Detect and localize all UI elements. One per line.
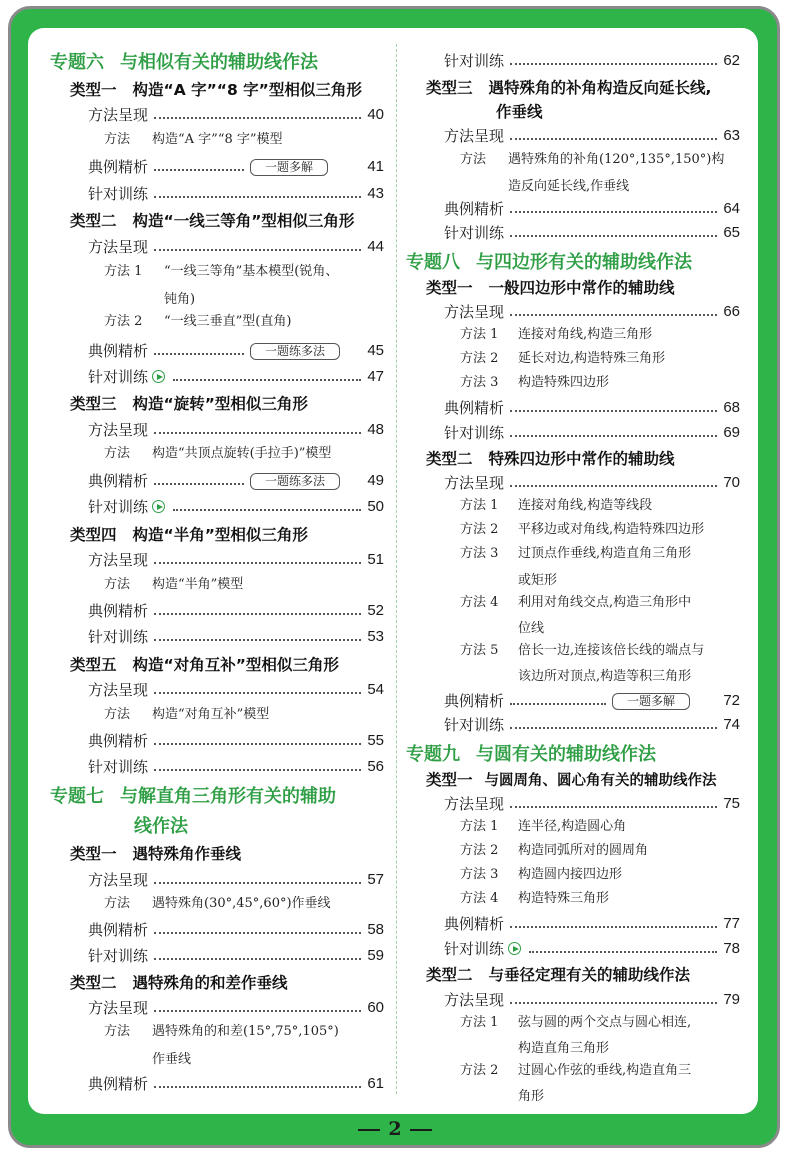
dot-leader [154,882,361,884]
entry-label: 方法呈现 [444,127,505,145]
type-heading[interactable] [70,78,362,100]
method-text-continued: 位线 [518,621,545,636]
entry-label: 典例精析 [88,472,149,490]
method-item [460,518,704,542]
entry-label: 针对训练 [88,947,149,965]
toc-entry-example[interactable] [444,198,740,219]
toc-entry-practice[interactable] [88,496,384,517]
footer-dash-left [358,1129,380,1131]
method-item [460,863,622,887]
type-title: 构造“A 字”“8 字”型相似三角形 [132,81,362,99]
entry-label: 方法呈现 [88,681,149,699]
method-text: 构造特殊三角形 [518,891,610,906]
entry-label: 针对训练 [444,224,505,242]
topic-title-continued: 线作法 [134,816,188,837]
toc-entry-practice[interactable] [444,222,740,243]
page-number: 56 [367,758,384,775]
method-text: 遇特殊角的补角(120°,135°,150°)构 [508,152,725,167]
type-title: 特殊四边形中常作的辅助线 [488,450,675,468]
page-number: 52 [367,602,384,619]
type-title: 与圆周角、圆心角有关的辅助线作法 [484,773,717,789]
toc-entry-method[interactable] [88,549,384,570]
topic-number: 专题八 [406,252,460,273]
page-number: 43 [367,185,384,202]
dot-leader [154,1010,361,1012]
dot-leader [154,562,361,564]
column-divider [396,44,397,1094]
type-heading[interactable] [426,768,717,790]
method-marker: 方法 3 [460,867,499,882]
method-item [460,591,691,615]
toc-entry-example[interactable] [88,730,384,751]
dot-leader [510,211,717,213]
method-marker: 方法 1 [460,1015,499,1030]
method-text: 利用对角线交点,构造三角形中 [518,595,692,610]
method-item [460,887,609,911]
type-title: 构造“旋转”型相似三角形 [132,395,308,413]
dot-leader [173,509,361,511]
method-item [460,323,652,347]
toc-entry-example[interactable] [444,913,740,934]
page-number-footer: 2 [388,1118,402,1140]
method-text: 构造“A 字”“8 字”模型 [152,132,283,147]
dot-leader [154,613,361,615]
topic-title: 与四边形有关的辅助线作法 [476,252,692,273]
play-video-icon[interactable] [152,500,165,513]
toc-entry-example[interactable] [88,470,384,491]
method-marker: 方法 [104,132,131,147]
type-number: 类型四 [70,526,117,544]
method-text: 遇特殊角(30°,45°,60°)作垂线 [152,896,331,911]
method-marker: 方法 [104,707,131,722]
method-text: 过顶点作垂线,构造直角三角形 [518,546,692,561]
method-marker: 方法 2 [460,522,499,537]
type-title: 构造“半角”型相似三角形 [132,526,308,544]
toc-entry-method[interactable] [444,125,740,146]
solution-badge: 一题练多法 [250,473,340,490]
dot-leader [510,727,717,729]
dot-leader [154,958,361,960]
method-text: 构造“共顶点旋转(手拉手)”模型 [152,446,332,461]
page-number: 59 [367,947,384,964]
type-number: 类型三 [426,79,473,97]
entry-label: 方法呈现 [88,421,149,439]
toc-entry-practice[interactable] [444,422,740,443]
type-heading[interactable] [426,447,675,469]
dot-leader [154,196,361,198]
type-title: 与垂径定理有关的辅助线作法 [488,966,691,984]
entry-label: 针对训练 [444,424,505,442]
method-item [460,1011,691,1035]
entry-label: 针对训练 [444,940,505,958]
type-number: 类型五 [70,656,117,674]
toc-entry-method[interactable] [444,301,740,322]
method-item [104,703,269,727]
method-text-continued: 角形 [518,1089,545,1104]
topic-heading[interactable] [406,248,692,274]
topic-heading[interactable] [50,48,318,74]
entry-label: 针对训练 [88,368,149,386]
page-number: 77 [723,915,740,932]
method-text: 构造特殊四边形 [518,375,610,390]
entry-label: 典例精析 [88,732,149,750]
toc-entry-practice[interactable] [88,626,384,647]
method-text-continued: 构造直角三角形 [518,1041,610,1056]
toc-entry-method[interactable] [444,989,740,1010]
method-text: 弦与圆的两个交点与圆心相连, [518,1015,692,1030]
method-marker: 方法 [104,1024,131,1039]
play-video-icon[interactable] [508,942,521,955]
footer-dash-right [410,1129,432,1131]
type-title-continued: 作垂线 [496,103,543,121]
entry-label: 针对训练 [88,498,149,516]
toc-entry-method[interactable] [88,869,384,890]
page-number: 68 [723,399,740,416]
type-heading[interactable] [426,276,675,298]
method-item [460,815,626,839]
page-number: 69 [723,424,740,441]
entry-label: 方法呈现 [88,551,149,569]
entry-label: 方法呈现 [88,999,149,1017]
dot-leader [510,435,717,437]
entry-label: 典例精析 [444,915,505,933]
topic-title: 与相似有关的辅助线作法 [120,52,318,73]
toc-entry-example[interactable] [88,600,384,621]
entry-label: 针对训练 [88,185,149,203]
type-number: 类型一 [426,279,473,297]
solution-badge: 一题练多法 [250,343,340,360]
method-item [460,639,704,663]
method-text-continued: 该边所对顶点,构造等积三角形 [518,669,692,684]
toc-entry-method[interactable] [88,679,384,700]
dot-leader [510,314,717,316]
type-number: 类型二 [426,450,473,468]
method-text: 连接对角线,构造三角形 [518,327,653,342]
page-number: 61 [367,1075,384,1092]
solution-badge: 一题多解 [250,159,328,176]
method-item [104,573,243,597]
toc-entry-example[interactable] [88,340,384,361]
play-video-icon[interactable] [152,370,165,383]
method-item [460,1059,691,1083]
dot-leader [510,1002,717,1004]
dot-leader [510,703,606,705]
dot-leader [154,117,361,119]
dot-leader [510,138,717,140]
page-number: 79 [723,991,740,1008]
method-text-continued: 或矩形 [518,573,558,588]
page-number: 70 [723,474,740,491]
method-text: 构造圆内接四边形 [518,867,623,882]
entry-label: 针对训练 [444,716,505,734]
topic-heading[interactable] [406,740,656,766]
method-text: 过圆心作弦的垂线,构造直角三 [518,1063,692,1078]
method-marker: 方法 2 [460,351,499,366]
page-number: 63 [723,127,740,144]
method-marker: 方法 3 [460,546,499,561]
entry-label: 针对训练 [88,628,149,646]
dot-leader [510,485,717,487]
method-marker: 方法 4 [460,595,499,610]
dot-leader [154,1086,361,1088]
entry-label: 方法呈现 [444,303,505,321]
method-marker: 方法 3 [460,375,499,390]
method-text-continued: 造反向延长线,作垂线 [508,179,630,194]
entry-label: 方法呈现 [88,238,149,256]
entry-label: 方法呈现 [444,991,505,1009]
method-item [104,310,291,334]
page-number: 75 [723,795,740,812]
toc-entry-practice[interactable] [88,366,384,387]
page-number: 50 [367,498,384,515]
page-number: 78 [723,940,740,957]
method-text: 倍长一边,连接该倍长线的端点与 [518,643,705,658]
method-text: “一线三等角”基本模型(锐角、 [164,264,339,279]
type-heading[interactable] [426,76,711,98]
type-number: 类型三 [70,395,117,413]
entry-label: 典例精析 [88,158,149,176]
method-item [104,128,283,152]
entry-label: 方法呈现 [88,106,149,124]
toc-entry-method[interactable] [88,104,384,125]
type-number: 类型二 [426,966,473,984]
type-title: 构造“对角互补”型相似三角形 [132,656,339,674]
page-number: 47 [367,368,384,385]
topic-number: 专题六 [50,52,104,73]
method-text: 遇特殊角的和差(15°,75°,105°) [152,1024,339,1039]
method-marker: 方法 2 [104,314,143,329]
topic-number: 专题九 [406,744,460,765]
solution-badge: 一题多解 [612,693,690,710]
method-marker: 方法 2 [460,843,499,858]
topic-title: 与圆有关的辅助线作法 [476,744,656,765]
method-item [460,542,691,566]
type-title: 遇特殊角的和差作垂线 [132,974,288,992]
type-heading[interactable] [70,842,241,864]
type-heading[interactable] [70,971,288,993]
dot-leader [510,63,717,65]
toc-entry-practice[interactable] [444,50,740,71]
method-text-continued: 作垂线 [152,1052,192,1067]
toc-entry-example[interactable] [88,919,384,940]
entry-label: 方法呈现 [88,871,149,889]
type-heading[interactable] [426,963,690,985]
page-number: 57 [367,871,384,888]
type-number: 类型一 [426,771,473,789]
page-number: 74 [723,716,740,733]
page-number: 54 [367,681,384,698]
method-text: 构造“半角”模型 [152,577,244,592]
dot-leader [154,692,361,694]
entry-label: 典例精析 [88,1075,149,1093]
dot-leader [510,926,717,928]
entry-label: 方法呈现 [444,795,505,813]
method-marker: 方法 1 [460,327,499,342]
type-heading[interactable] [70,653,339,675]
method-marker: 方法 2 [460,1063,499,1078]
toc-entry-method[interactable] [88,419,384,440]
method-text: 连半径,构造圆心角 [518,819,627,834]
method-marker: 方法 [104,896,131,911]
toc-entry-method[interactable] [88,236,384,257]
toc-entry-practice[interactable] [444,938,740,959]
dot-leader [154,743,361,745]
method-item [104,1020,339,1044]
method-item [104,260,338,284]
type-number: 类型一 [70,845,117,863]
type-title: 遇特殊角的补角构造反向延长线, [488,79,712,97]
page-number: 62 [723,52,740,69]
page-number: 40 [367,106,384,123]
type-title: 一般四边形中常作的辅助线 [488,279,675,297]
page-number: 51 [367,551,384,568]
page-number: 55 [367,732,384,749]
method-marker: 方法 4 [460,891,499,906]
entry-label: 典例精析 [444,200,505,218]
page-number: 66 [723,303,740,320]
page-number: 65 [723,224,740,241]
method-text: 平移边或对角线,构造特殊四边形 [518,522,705,537]
method-item [104,442,331,466]
toc-entry-example[interactable] [444,690,740,711]
toc-entry-practice[interactable] [444,714,740,735]
method-item [460,494,652,518]
dot-leader [154,483,244,485]
toc-entry-method[interactable] [444,793,740,814]
toc-entry-example[interactable] [444,397,740,418]
dot-leader [510,235,717,237]
entry-label: 典例精析 [444,399,505,417]
toc-entry-method[interactable] [88,997,384,1018]
type-number: 类型一 [70,81,117,99]
method-marker: 方法 1 [460,819,499,834]
topic-title: 与解直角三角形有关的辅助 [120,786,336,807]
method-text: 构造同弧所对的圆周角 [518,843,649,858]
method-marker: 方法 [104,577,131,592]
method-item [460,148,724,172]
type-heading[interactable] [70,392,308,414]
dot-leader [529,951,717,953]
dot-leader [154,639,361,641]
method-item [460,371,609,395]
page-number: 60 [367,999,384,1016]
method-item [104,892,331,916]
toc-entry-example[interactable] [88,156,384,177]
topic-heading[interactable] [50,782,336,808]
method-item [460,347,665,371]
dot-leader [154,932,361,934]
method-text: 连接对角线,构造等线段 [518,498,653,513]
dot-leader [173,379,361,381]
entry-label: 典例精析 [88,602,149,620]
dot-leader [154,769,361,771]
page-number: 45 [367,342,384,359]
page-number: 72 [723,692,740,709]
page-number: 64 [723,200,740,217]
dot-leader [154,353,244,355]
method-text: 延长对边,构造特殊三角形 [518,351,666,366]
toc-entry-practice[interactable] [88,756,384,777]
topic-number: 专题七 [50,786,104,807]
dot-leader [154,432,361,434]
page-number: 48 [367,421,384,438]
entry-label: 针对训练 [88,758,149,776]
type-number: 类型二 [70,974,117,992]
type-title: 构造“一线三等角”型相似三角形 [132,212,355,230]
method-text: 构造“对角互补”模型 [152,707,270,722]
method-item [460,839,648,863]
toc-entry-practice[interactable] [88,945,384,966]
entry-label: 典例精析 [444,692,505,710]
type-number: 类型二 [70,212,117,230]
page-number: 58 [367,921,384,938]
page-number: 49 [367,472,384,489]
method-marker: 方法 5 [460,643,499,658]
entry-label: 方法呈现 [444,474,505,492]
type-heading[interactable] [70,209,354,231]
dot-leader [510,410,717,412]
method-text-continued: 钝角) [164,292,196,307]
entry-label: 典例精析 [88,921,149,939]
toc-entry-practice[interactable] [88,183,384,204]
method-marker: 方法 1 [460,498,499,513]
page-footer [0,1114,790,1144]
toc-entry-method[interactable] [444,472,740,493]
dot-leader [154,169,244,171]
page-number: 44 [367,238,384,255]
method-marker: 方法 [104,446,131,461]
dot-leader [510,806,717,808]
method-marker: 方法 [460,152,487,167]
method-text: “一线三垂直”型(直角) [164,314,292,329]
type-heading[interactable] [70,523,308,545]
page-number: 41 [367,158,384,175]
page-number: 53 [367,628,384,645]
toc-entry-example[interactable] [88,1073,384,1094]
entry-label: 典例精析 [88,342,149,360]
type-title: 遇特殊角作垂线 [132,845,242,863]
dot-leader [154,249,361,251]
entry-label: 针对训练 [444,52,505,70]
method-marker: 方法 1 [104,264,143,279]
